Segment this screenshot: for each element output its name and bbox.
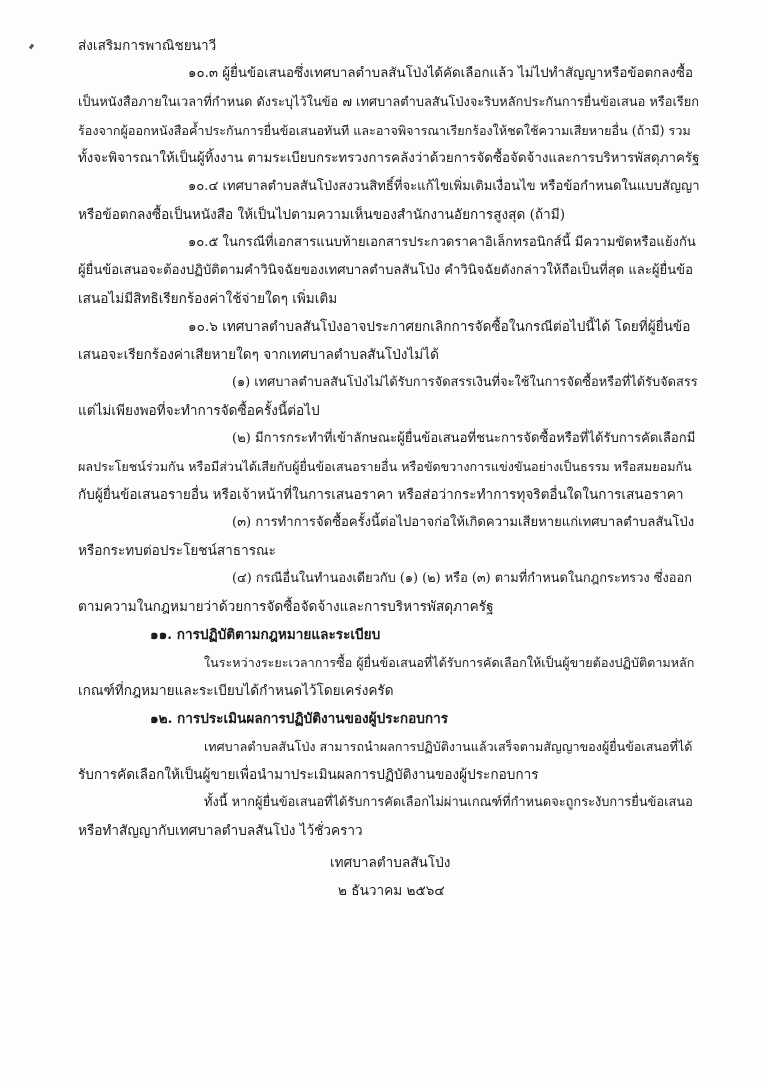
item-4-line: ตามความในกฎหมายว่าด้วยการจัดซื้อจัดจ้างและการบริหารพัสดุภาครัฐ <box>78 599 494 615</box>
item-4-start: (๔) กรณีอื่นในทำนองเดียวกับ (๑) (๒) หรือ (๓) ตามที่กำหนดในกฎกระทรวง ซึ่งออก <box>232 571 692 586</box>
item-2-start: (๒) มีการกระทำที่เข้าลักษณะผู้ยื่นข้อเสนอที่ชนะการจัดซื้อหรือที่ได้รับการคัดเลือกมี <box>232 431 696 446</box>
signature-date: ๒ ธันวาคม ๒๕๖๔ <box>338 883 445 899</box>
item-3-start: (๓) การทำการจัดซื้อครั้งนี้ต่อไปอาจก่อให้เกิดความเสียหายแก่เทศบาลตำบลสันโป่ง <box>232 515 695 530</box>
item-1-start: (๑) เทศบาลตำบลสันโป่งไม่ได้รับการจัดสรรเงินที่จะใช้ในการจัดซื้อหรือที่ได้รับจัดสรร <box>232 375 698 390</box>
clause-10-5-start: ๑๐.๕ ในกรณีที่เอกสารแนบท้ายเอกสารประกวดราคาอิเล็กทรอนิกส์นี้ มีความขัดหรือแย้งกัน <box>188 235 696 250</box>
clause-10-6-start: ๑๐.๖ เทศบาลตำบลสันโป่งอาจประกาศยกเลิกการจัดซื้อในกรณีต่อไปนี้ได้ โดยที่ผู้ยื่นข้อ <box>188 319 691 335</box>
clause-10-3-start: ๑๐.๓ ผู้ยื่นข้อเสนอซึ่งเทศบาลตำบลสันโป่งได้คัดเลือกแล้ว ไม่ไปทำสัญญาหรือข้อตกลงซื้อ <box>188 66 694 81</box>
clause-10-3-line: เป็นหนังสือภายในเวลาที่กำหนด ดังระบุไว้ในข้อ ๗ เทศบาลตำบลสันโป่งจะริบหลักประกันการยื่นข้อเสนอ หรือเรียก <box>78 95 700 110</box>
clause-10-3-line: ทั้งจะพิจารณาให้เป็นผู้ทิ้งงาน ตามระเบียบกระทรวงการคลังว่าด้วยการจัดซื้อจัดจ้างและการบริหารพัสดุภาครัฐ <box>78 151 700 166</box>
section-12-line: หรือทำสัญญากับเทศบาลตำบลสันโป่ง ไว้ชั่วคราว <box>78 823 363 839</box>
item-3-line: หรือกระทบต่อประโยชน์สาธารณะ <box>78 543 276 559</box>
signature-office: เทศบาลตำบลสันโป่ง <box>330 855 451 871</box>
item-2-line: กับผู้ยื่นข้อเสนอรายอื่น หรือเจ้าหน้าที่ในการเสนอราคา หรือส่อว่ากระทำการทุจริตอื่นใดในการเสนอราคา <box>78 487 684 503</box>
line-intro: ส่งเสริมการพาณิชยนาวี <box>78 38 217 54</box>
clause-10-5-line: ผู้ยื่นข้อเสนอจะต้องปฏิบัติตามคำวินิจฉัยของเทศบาลตำบลสันโป่ง คำวินิจฉัยดังกล่าวให้ถือเป็นที่สุด และผู้ยื่นข้อ <box>78 263 693 278</box>
section-12-line: รับการคัดเลือกให้เป็นผู้ขายเพื่อนำมาประเมินผลการปฏิบัติงานของผู้ประกอบการ <box>78 767 539 783</box>
clause-10-4-start: ๑๐.๔ เทศบาลตำบลสันโป่งสงวนสิทธิ์ที่จะแก้ไขเพิ่มเติมเงื่อนไข หรือข้อกำหนดในแบบสัญญา <box>188 179 700 194</box>
section-12-line: เทศบาลตำบลสันโป่ง สามารถนำผลการปฏิบัติงานแล้วเสร็จตามสัญญาของผู้ยื่นข้อเสนอที่ได้ <box>204 739 693 754</box>
section-11-line: ในระหว่างระยะเวลาการซื้อ ผู้ยื่นข้อเสนอที่ได้รับการคัดเลือกให้เป็นผู้ขายต้องปฏิบัติตามหลัก <box>204 655 695 670</box>
clause-10-6-line: เสนอจะเรียกร้องค่าเสียหายใดๆ จากเทศบาลตำบลสันโป่งไม่ได้ <box>78 347 439 363</box>
clause-10-4-line: หรือข้อตกลงซื้อเป็นหนังสือ ให้เป็นไปตามความเห็นของสำนักงานอัยการสูงสุด (ถ้ามี) <box>78 207 566 223</box>
clause-10-3-line: ร้องจากผู้ออกหนังสือค้ำประกันการยื่นข้อเสนอทันที และอาจพิจารณาเรียกร้องให้ชดใช้ความเสียหายอื่น (ถ้ามี) รวม <box>78 123 691 138</box>
section-12-heading: ๑๒. การประเมินผลการปฏิบัติงานของผู้ประกอบการ <box>150 711 449 727</box>
clause-10-5-line: เสนอไม่มีสิทธิเรียกร้องค่าใช้จ่ายใดๆ เพิ่มเติม <box>78 291 338 307</box>
section-11-line: เกณฑ์ที่กฎหมายและระเบียบได้กำหนดไว้โดยเคร่งครัด <box>78 683 394 699</box>
scan-speck <box>29 44 34 50</box>
item-2-line: ผลประโยชน์ร่วมกัน หรือมีส่วนได้เสียกับผู้ยื่นข้อเสนอรายอื่น หรือขัดขวางการแข่งขันอย่างเป็นธรรม หรือสมยอมกัน <box>78 459 692 474</box>
item-1-line: แต่ไม่เพียงพอที่จะทำการจัดซื้อครั้งนี้ต่อไป <box>78 403 320 419</box>
section-11-heading: ๑๑. การปฏิบัติตามกฎหมายและระเบียบ <box>150 627 381 643</box>
section-12-line: ทั้งนี้ หากผู้ยื่นข้อเสนอที่ได้รับการคัดเลือกไม่ผ่านเกณฑ์ที่กำหนดจะถูกระงับการยื่นข้อเสนอ <box>204 795 693 810</box>
